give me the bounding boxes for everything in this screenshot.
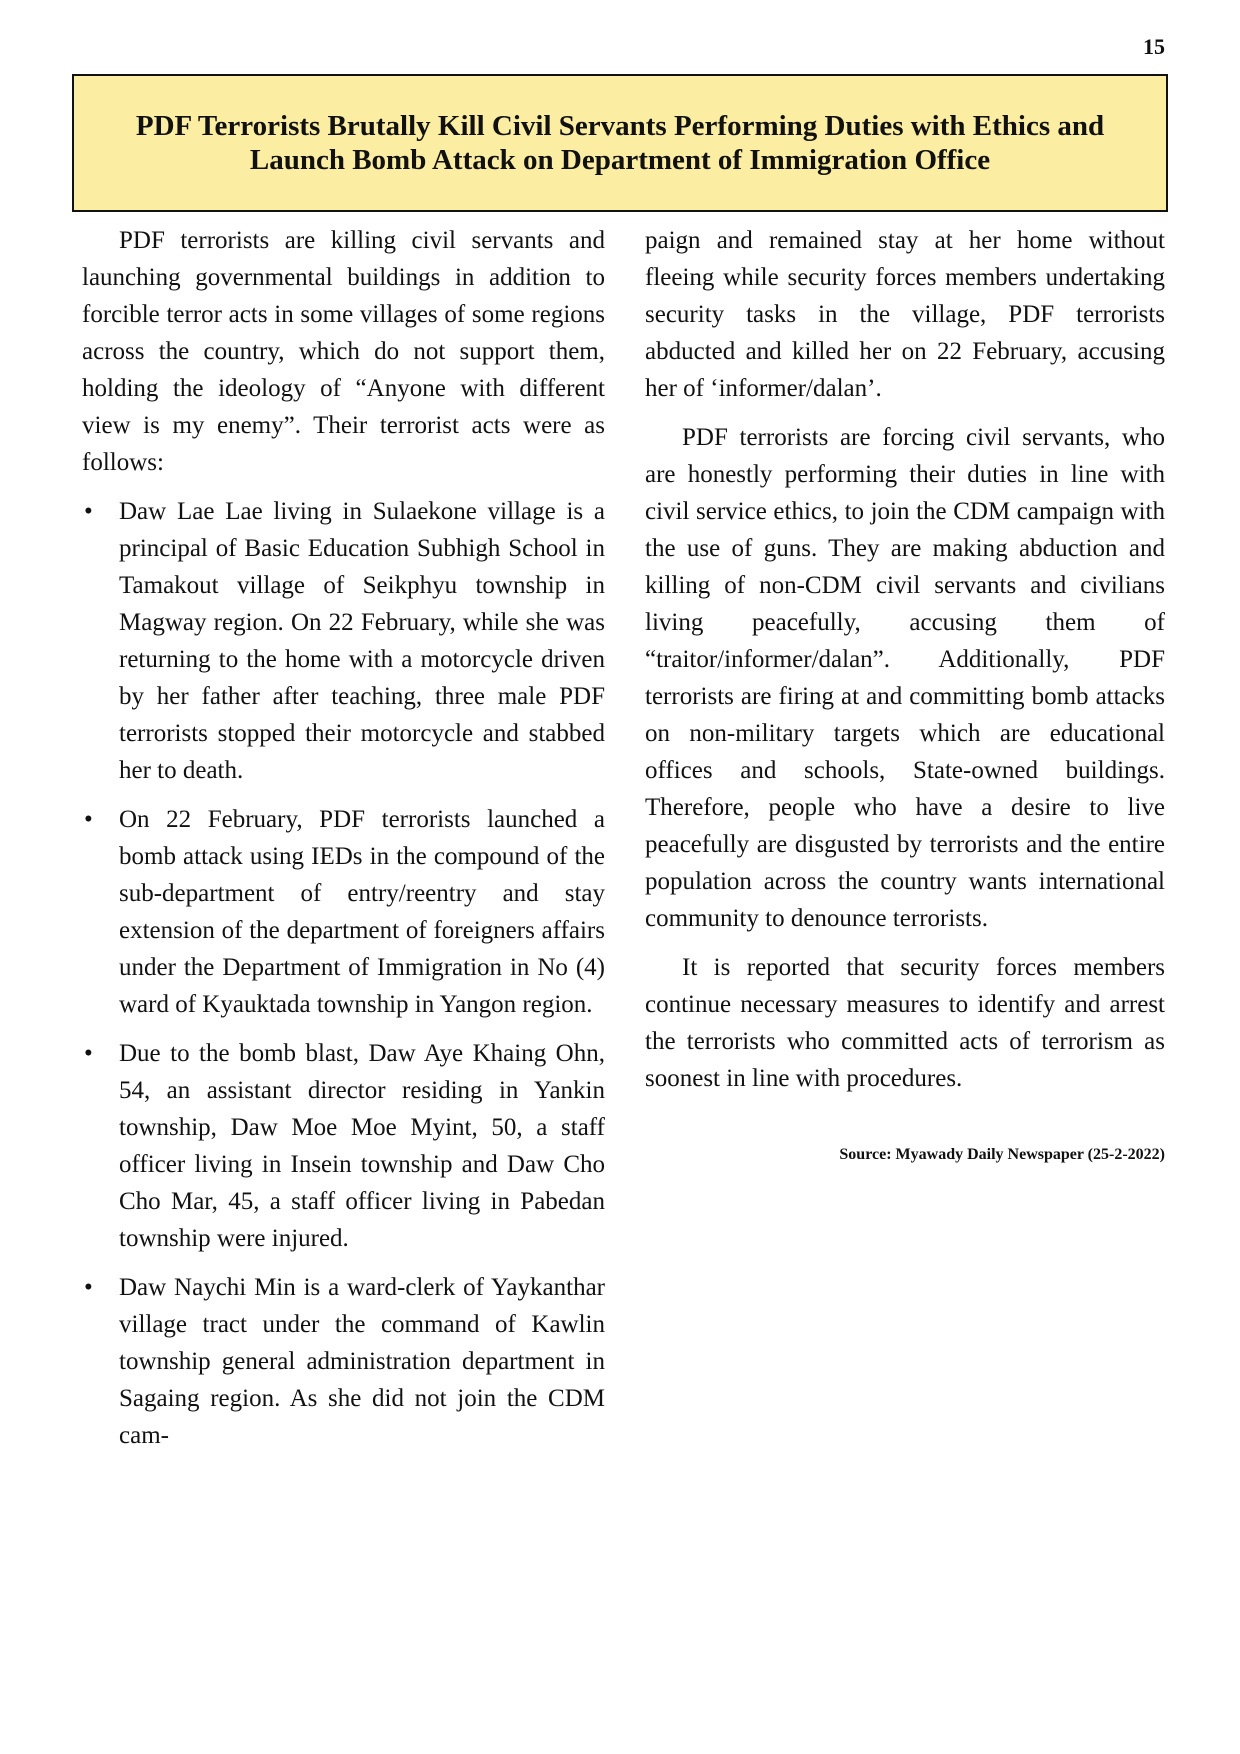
page-number: 15 [1143, 34, 1165, 59]
list-item-text: On 22 February, PDF terrorists launched a bomb attack using IEDs in the compound of the sub-department of entry/reentry and stay extension of the department of foreigners affairs under the Department of Immigration in No (4) ward of Kyauktada township in Yangon region. [119, 806, 605, 1018]
list-item [82, 1035, 605, 1257]
bullet-icon: • [84, 1040, 93, 1067]
list-item-text: Daw Naychi Min is a ward-clerk of Yaykanthar village tract under the command of Kawlin township general administration department in Sagaing region. As she did not join the CDM cam- [119, 1274, 605, 1449]
bullet-icon: • [84, 1274, 93, 1301]
list-item-text: Due to the bomb blast, Daw Aye Khaing Ohn, 54, an assistant director residing in Yankin township, Daw Moe Moe Myint, 50, a staff officer living in Insein township and Daw Cho Cho Mar, 45, a staff officer living in Pabedan township were injured. [119, 1040, 605, 1252]
bullet-icon: • [84, 498, 93, 525]
title-line-1: PDF Terrorists Brutally Kill Civil Servants Performing Duties with Ethics and [135, 110, 1105, 142]
left-column [82, 222, 605, 1466]
list-item [82, 801, 605, 1023]
body-paragraph-2: PDF terrorists are forcing civil servants, who are honestly performing their duties in line with civil service ethics, to join the CDM campaign with the use of guns. They are making abduction and killing of non-CDM civil servants and civilians living peacefully, accusing them of “traitor/informer/dalan”. Additionally, PDF terrorists are firing at and committing bomb attacks on non-military targets which are educational offices and schools, State-owned buildings. Therefore, people who have a desire to live peacefully are disgusted by terrorists and the entire population across the country wants international community to denounce terrorists. [645, 424, 1165, 932]
intro-paragraph: PDF terrorists are killing civil servants and launching governmental buildings in addition to forcible terror acts in some villages of some regions across the country, which do not support them, holding the ideology of “Anyone with different view is my enemy”. Their terrorist acts were as follows: [82, 227, 605, 476]
bullet-icon: • [84, 806, 93, 833]
bullet-list [82, 493, 605, 1454]
list-item [82, 1269, 605, 1454]
title-line-2: Launch Bomb Attack on Department of Immigration Office [249, 144, 991, 176]
list-item-text: Daw Lae Lae living in Sulaekone village is a principal of Basic Education Subhigh School in Tamakout village of Seikphyu township in Magway region. On 22 February, while she was returning to the home with a motorcycle driven by her father after teaching, three male PDF terrorists stopped their motorcycle and stabbed her to death. [119, 498, 605, 784]
source-citation: Source: Myawady Daily Newspaper (25-2-2022) [839, 1146, 1165, 1163]
body-paragraph-3: It is reported that security forces members continue necessary measures to identify and arrest the terrorists who committed acts of terrorism as soonest in line with procedures. [645, 954, 1165, 1092]
continuation-paragraph: paign and remained stay at her home without fleeing while security forces members undertaking security tasks in the village, PDF terrorists abducted and killed her on 22 February, accusing her of ‘informer/dalan’. [645, 227, 1165, 402]
title-box [72, 74, 1168, 212]
right-column [645, 222, 1165, 1165]
list-item [82, 493, 605, 789]
